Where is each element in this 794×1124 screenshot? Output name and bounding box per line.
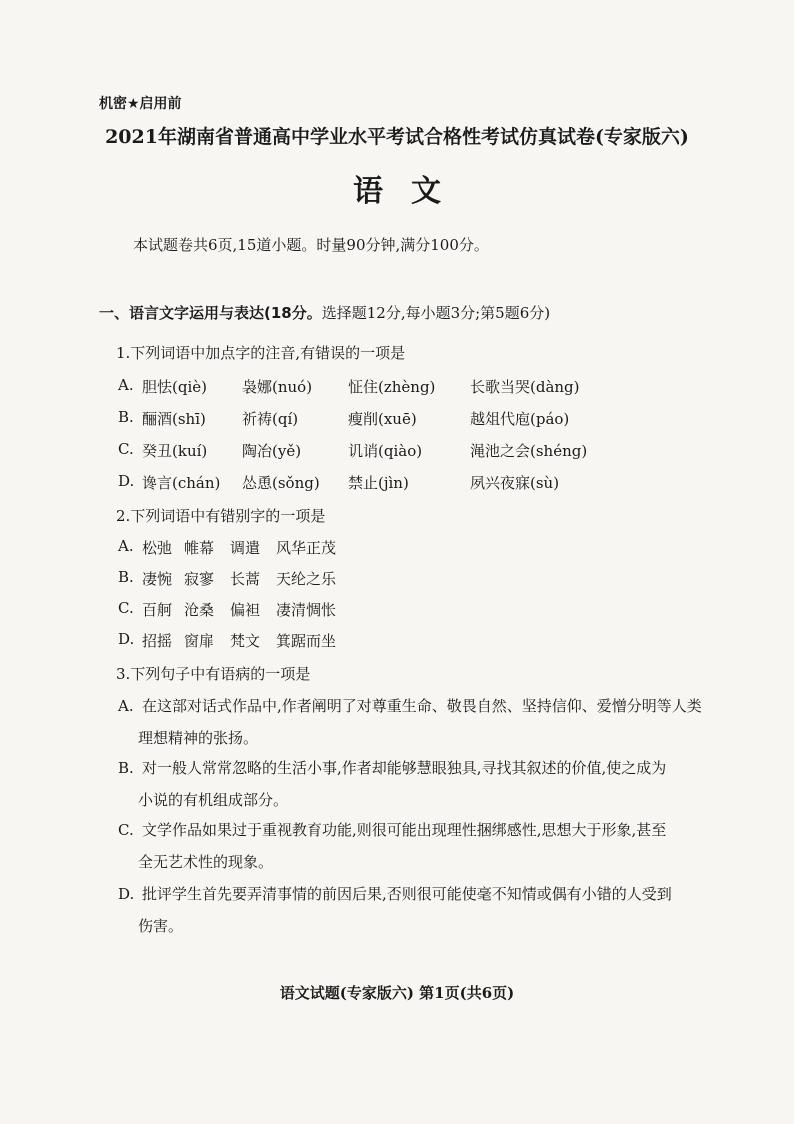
option-label: A.	[118, 376, 134, 394]
word: 夙兴夜寐(sù)	[470, 474, 560, 492]
question-1-stem: 1.下列词语中加点字的注音,有错误的一项是	[116, 344, 406, 362]
word: 祈祷(qí)	[242, 410, 299, 428]
option-label: D.	[118, 472, 135, 490]
option-text: 文学作品如果过于重视教育功能,则很可能出现理性捆绑感性,思想大于形象,甚至	[142, 821, 667, 839]
exam-title: 2021年湖南省普通高中学业水平考试合格性考试仿真试卷(专家版六)	[105, 126, 689, 148]
confidential-mark: 机密★启用前	[99, 96, 182, 112]
option-label: B.	[118, 408, 134, 426]
word: 袅娜(nuó)	[242, 378, 313, 396]
option-text-cont: 理想精神的张扬。	[138, 729, 259, 747]
word: 招摇	[142, 632, 173, 650]
option-label: C.	[118, 599, 134, 617]
option-text-cont: 小说的有机组成部分。	[138, 791, 289, 809]
word: 渑池之会(shéng)	[470, 442, 588, 460]
option-label: D.	[118, 885, 135, 903]
word: 怔住(zhèng)	[348, 378, 436, 396]
option-text: 对一般人常常忽略的生活小事,作者却能够慧眼独具,寻找其叙述的价值,使之成为	[142, 759, 667, 777]
option-label: C.	[118, 821, 134, 839]
question-3-stem: 3.下列句子中有语病的一项是	[116, 665, 311, 683]
word: 箕踞而坐	[276, 632, 337, 650]
option-text: 在这部对话式作品中,作者阐明了对尊重生命、敬畏自然、坚持信仰、爱憎分明等人类	[142, 697, 702, 715]
exam-intro: 本试题卷共6页,15道小题。时量90分钟,满分100分。	[133, 236, 489, 254]
word: 讥诮(qiào)	[348, 442, 423, 460]
word: 禁止(jìn)	[348, 474, 409, 492]
option-label: B.	[118, 568, 134, 586]
option-label: D.	[118, 630, 135, 648]
word: 帷幕	[184, 539, 215, 557]
word: 越俎代庖(páo)	[470, 410, 570, 428]
word: 松弛	[142, 539, 173, 557]
subject-title: 语文	[353, 174, 469, 209]
word: 胆怯(qiè)	[142, 378, 207, 396]
q3-option-c	[118, 814, 718, 878]
option-label: B.	[118, 759, 134, 777]
option-text: 批评学生首先要弄清事情的前因后果,否则很可能使毫不知情或偶有小错的人受到	[142, 885, 672, 903]
word: 瘦削(xuē)	[348, 410, 417, 428]
word: 窗扉	[184, 632, 215, 650]
q3-option-a	[118, 690, 718, 754]
q3-option-b	[118, 752, 718, 816]
section-note: 选择题12分,每小题3分;第5题6分)	[321, 304, 551, 322]
word: 百舸	[142, 601, 173, 619]
word: 长蒿	[230, 570, 261, 588]
question-2-stem: 2.下列词语中有错别字的一项是	[116, 507, 326, 525]
word: 酾酒(shī)	[142, 410, 206, 428]
section-title: 一、语言文字运用与表达(18分。	[99, 304, 322, 322]
word: 沧桑	[184, 601, 215, 619]
option-label: C.	[118, 440, 134, 458]
page-footer: 语文试题(专家版六) 第1页(共6页)	[279, 984, 515, 1002]
word: 天纶之乐	[276, 570, 337, 588]
option-label: A.	[118, 537, 134, 555]
word: 陶冶(yě)	[242, 442, 302, 460]
word: 偏袒	[230, 601, 261, 619]
option-text-cont: 全无艺术性的现象。	[138, 853, 274, 871]
word: 长歌当哭(dàng)	[470, 378, 580, 396]
section-heading	[99, 302, 550, 323]
word: 调遣	[230, 539, 261, 557]
word: 寂寥	[184, 570, 215, 588]
word: 癸丑(kuí)	[142, 442, 208, 460]
option-label: A.	[118, 697, 134, 715]
option-text-cont: 伤害。	[138, 917, 184, 935]
word: 谗言(chán)	[142, 474, 221, 492]
q3-option-d	[118, 878, 718, 942]
word: 梵文	[230, 632, 261, 650]
word: 凄清惆怅	[276, 601, 337, 619]
word: 风华正茂	[276, 539, 337, 557]
word: 怂恿(sǒng)	[242, 474, 320, 492]
word: 凄惋	[142, 570, 173, 588]
